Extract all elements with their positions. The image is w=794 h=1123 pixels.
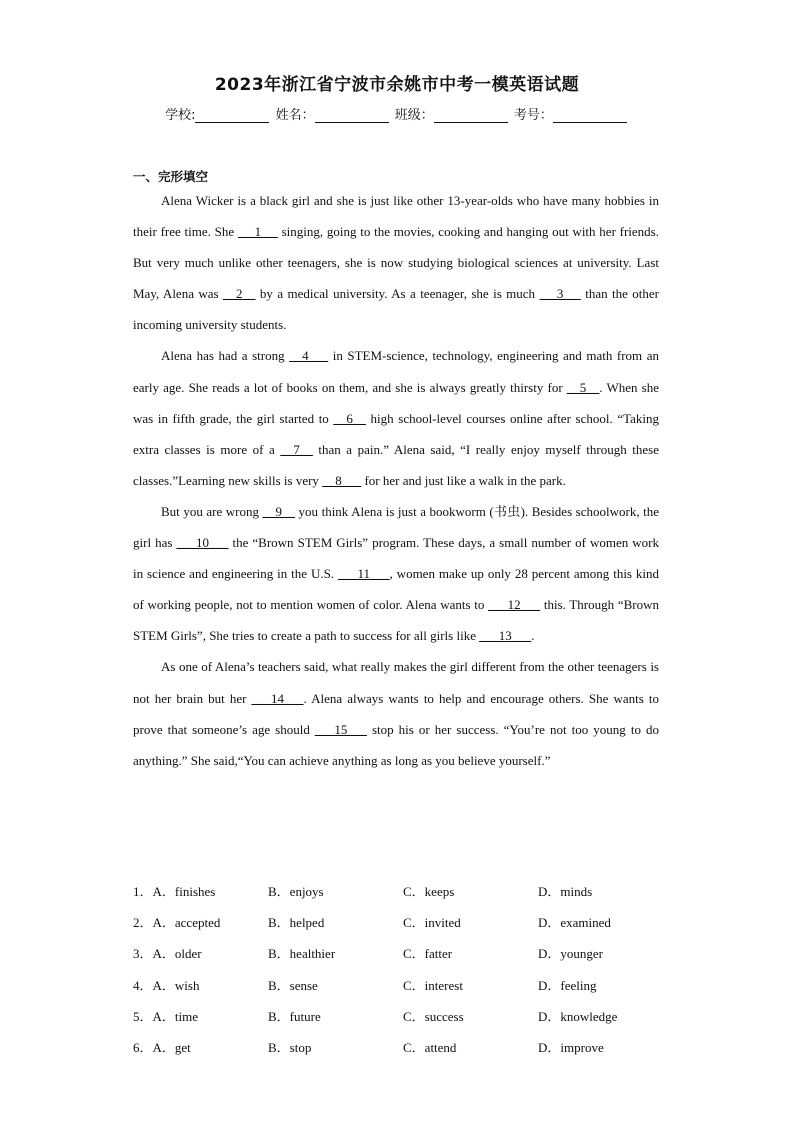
text-segment: in STEM-science, technology, engineering and math from an early age. She reads a lot of books on them, and she is always greatly thirsty for [133,348,659,395]
paragraph-2 [133,340,659,495]
text-segment: stop his or her success. “You’re not too young to do anything.” She said,“You can achieve anything as long as you believe yourself.” [133,721,659,768]
text-segment: than the other incoming university students. [133,286,660,333]
option-d: D．improve [538,1040,604,1056]
option-a: 2．A．accepted [133,915,221,931]
class-blank [434,108,508,123]
text-segment: Alena has had a strong [161,348,290,364]
school-label: 学校: [165,108,196,123]
blank-1: __1__ [237,224,278,240]
blank-5: __5__ [566,379,600,395]
option-row-1 [133,875,673,906]
blank-3: __3__ [539,286,581,302]
text-segment: than a pain.” Alena said, “I really enjoy myself through these classes.”Learning new skills is very [133,441,659,488]
text-segment: you think Alena is just a bookworm (书虫). Besides schoolwork, the girl has [133,503,659,551]
number-label: 考号： [513,108,553,123]
option-a: 5．A．time [133,1008,198,1024]
name-label: 姓名： [275,108,315,123]
text-segment: . [531,628,535,644]
cloze-passage [133,185,659,776]
text-segment: the “Brown STEM Girls” program. These days, a small number of women work in science and engineering in the U.S. [133,535,659,582]
option-c: C．keeps [403,884,455,900]
blank-12: ___12___ [488,597,541,613]
option-row-5 [133,1000,673,1031]
blank-4: __4___ [289,348,329,364]
blank-15: ___15___ [314,721,367,737]
paragraph-1 [133,185,659,340]
option-b: B．stop [268,1040,312,1056]
text-segment: for her and just like a walk in the park. [361,472,566,488]
text-segment: this. Through “Brown STEM Girls”, She tries to create a path to success for all girls like [133,597,659,644]
blank-11: ___11___ [337,566,390,582]
blank-14: ___14___ [251,690,304,706]
option-row-3 [133,937,673,968]
option-b: B．helped [268,915,325,931]
number-blank [553,108,627,123]
blank-6: __6__ [333,410,366,426]
text-segment: . Alena always wants to help and encourage others. She wants to prove that someone’s age should [133,690,659,737]
class-label: 班级： [394,108,434,123]
answer-options [133,875,673,1062]
option-row-2 [133,906,673,937]
option-c: C．invited [403,915,461,931]
text-segment: singing, going to the movies, cooking and hanging out with her friends. But very much unlike other teenagers, she is now studying biological sciences at university. Last May, Alena was [133,224,659,302]
page-title: 2023年浙江省宁波市余姚市中考一模英语试题 [214,75,580,95]
option-d: D．feeling [538,977,597,993]
student-info-line [0,104,794,123]
option-a: 3．A．older [133,946,202,962]
option-c: C．fatter [403,946,453,962]
section-title: 一、完形填空 [133,169,209,184]
paragraph-3 [133,496,659,651]
paragraph-4 [133,651,659,775]
option-c: C．attend [403,1040,457,1056]
text-segment: As one of Alena’s teachers said, what really makes the girl different from the other teenagers is not her brain but her [133,659,659,706]
option-a: 1．A．finishes [133,884,216,900]
blank-13: ___13___ [479,628,532,644]
option-c: C．success [403,1008,464,1024]
option-d: D．knowledge [538,1008,618,1024]
option-b: B．sense [268,977,318,993]
option-b: B．enjoys [268,884,324,900]
option-row-6 [133,1031,673,1062]
option-d: D．examined [538,915,611,931]
blank-7: __7__ [280,441,313,457]
blank-2: __2__ [223,286,256,302]
text-segment: , women make up only 28 percent among this kind of working people, not to mention women of color. Alena wants to [133,566,660,613]
school-blank [195,108,269,123]
text-segment: But you are wrong [161,503,263,519]
blank-9: __9__ [262,503,296,519]
option-b: B．future [268,1008,321,1024]
text-segment: by a medical university. As a teenager, she is much [255,286,540,302]
name-blank [315,108,389,123]
option-row-4 [133,969,673,1000]
blank-8: __8___ [322,472,362,488]
option-a: 6．A．get [133,1040,191,1056]
option-d: D．minds [538,884,593,900]
text-segment: high school-level courses online after school. “Taking extra classes is more of a [133,410,660,457]
text-segment: . When she was in fifth grade, the girl started to [133,379,659,426]
option-b: B．healthier [268,946,336,962]
option-d: D．younger [538,946,603,962]
blank-10: ___10___ [176,535,229,551]
text-segment: Alena Wicker is a black girl and she is just like other 13-year-olds who have many hobbies in their free time. She [133,193,659,240]
option-a: 4．A．wish [133,977,200,993]
option-c: C．interest [403,977,463,993]
